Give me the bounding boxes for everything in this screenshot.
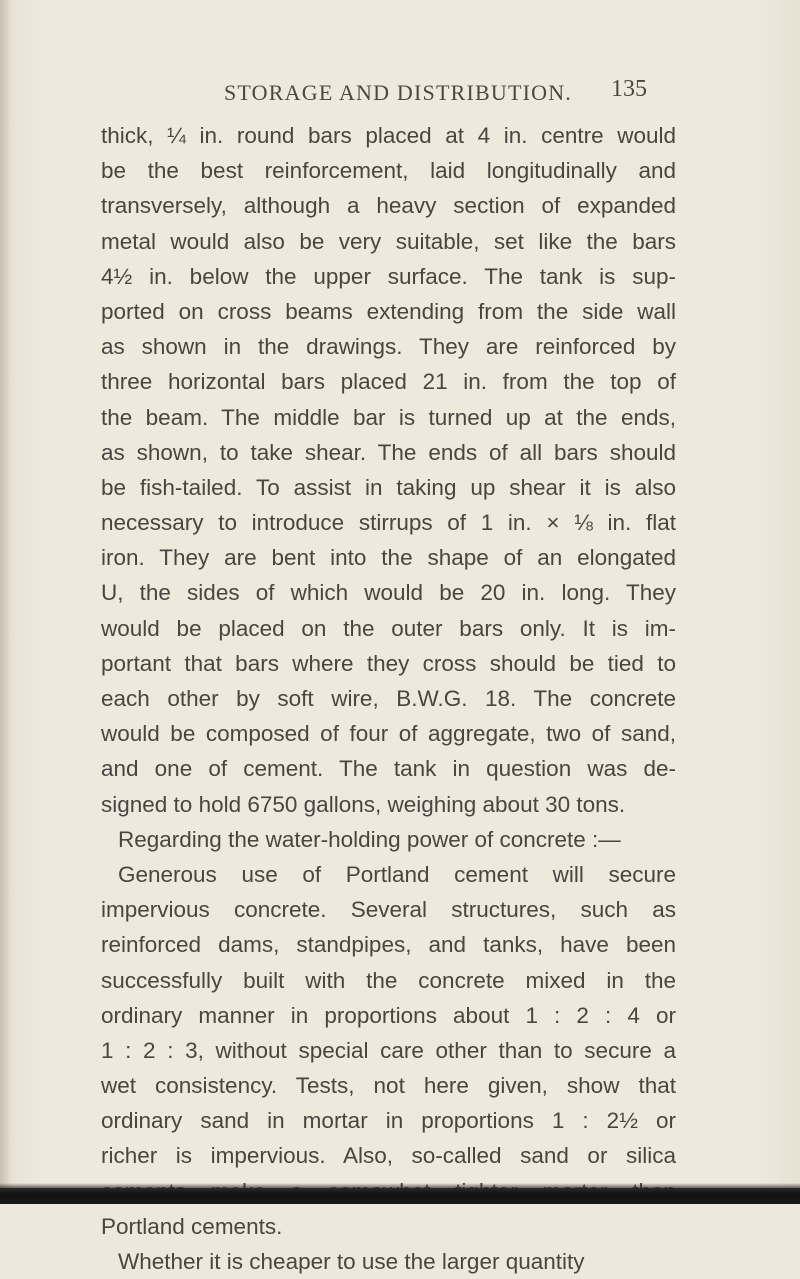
text-line: and one of cement. The tank in question was de- xyxy=(101,756,676,782)
text-line: transversely, although a heavy section of expanded xyxy=(101,193,676,219)
text-line: would be composed of four of aggregate, two of sand, xyxy=(101,721,676,747)
chapter-title: STORAGE AND DISTRIBUTION. xyxy=(224,80,572,105)
paragraph-start-line: Whether it is cheaper to use the larger quantity xyxy=(118,1249,585,1274)
text-line: 4½ in. below the upper surface. The tank is sup- xyxy=(101,263,676,289)
text-line: ported on cross beams extending from the side wall xyxy=(101,298,676,324)
text-line: thick, ¼ in. round bars placed at 4 in. centre would xyxy=(101,123,676,148)
text-line: ordinary manner in proportions about 1 : 2 : 4 or xyxy=(101,1002,676,1028)
text-line: iron. They are bent into the shape of an elongated xyxy=(101,545,676,571)
running-head xyxy=(0,76,800,116)
page-number: 135 xyxy=(611,76,647,102)
text-line: be fish-tailed. To assist in taking up shear it is also xyxy=(101,474,676,500)
text-line: reinforced dams, standpipes, and tanks, have been xyxy=(101,932,676,958)
text-line: each other by soft wire, B.W.G. 18. The concrete xyxy=(101,686,676,711)
text-line: signed to hold 6750 gallons, weighing about 30 tons. xyxy=(101,791,626,817)
text-line: would be placed on the outer bars only. It is im- xyxy=(101,615,676,641)
gutter-shadow xyxy=(0,0,10,1204)
text-line: as shown in the drawings. They are reinforced by xyxy=(101,334,676,360)
text-line: ordinary sand in mortar in proportions 1 : 2½ or xyxy=(101,1108,676,1134)
text-line: necessary to introduce stirrups of 1 in. × ⅛ in. flat xyxy=(101,510,676,536)
text-line: the beam. The middle bar is turned up at the ends, xyxy=(101,404,676,430)
text-line: wet consistency. Tests, not here given, show that xyxy=(101,1073,676,1099)
text-line: 1 : 2 : 3, without special care other than to secure a xyxy=(101,1037,676,1063)
text-line: Portland cements. xyxy=(101,1213,283,1239)
text-line: three horizontal bars placed 21 in. from the top of xyxy=(101,369,676,395)
text-line: as shown, to take shear. The ends of all bars should xyxy=(101,439,676,465)
text-line: U, the sides of which would be 20 in. long. They xyxy=(101,580,676,606)
paragraph-start-line: Generous use of Portland cement will secure xyxy=(118,861,676,887)
text-line: metal would also be very suitable, set like the bars xyxy=(101,228,676,254)
paragraph-start-line: Regarding the water-holding power of concrete :— xyxy=(118,826,621,852)
body-text xyxy=(101,118,676,1279)
scan-bottom-edge xyxy=(0,1188,800,1204)
text-line: be the best reinforcement, laid longitudinally and xyxy=(101,158,676,184)
text-line: portant that bars where they cross should be tied to xyxy=(101,650,676,676)
text-line: richer is impervious. Also, so-called sand or silica xyxy=(101,1143,676,1169)
text-line: impervious concrete. Several structures, such as xyxy=(101,897,676,923)
text-line: successfully built with the concrete mixed in the xyxy=(101,967,676,993)
